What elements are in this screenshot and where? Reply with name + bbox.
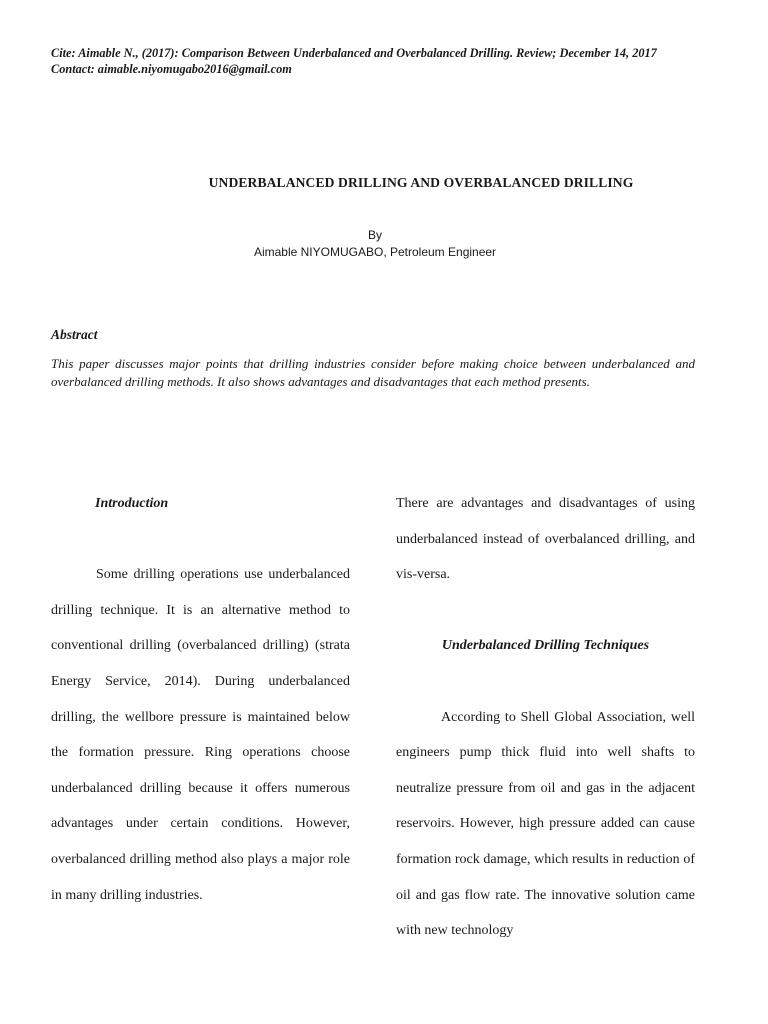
advantages-paragraph: There are advantages and disadvantages of using underbalanced instead of overbalanced drilling, and vis-versa. bbox=[396, 496, 695, 583]
spacer bbox=[396, 664, 695, 700]
citation-header bbox=[51, 45, 731, 77]
left-column bbox=[51, 486, 350, 913]
paper-title: UNDERBALANCED DRILLING AND OVERBALANCED DRILLING bbox=[208, 175, 634, 190]
byline-by: By bbox=[367, 228, 382, 242]
underbalanced-techniques-heading: Underbalanced Drilling Techniques bbox=[441, 638, 650, 654]
introduction-heading: Introduction bbox=[95, 496, 169, 511]
spacer bbox=[396, 593, 695, 629]
spacer bbox=[51, 522, 350, 558]
abstract-text: This paper discusses major points that drilling industries consider before making choice between underbalanced and overbalanced drilling methods. It also shows advantages and disadvantages that each method presents. bbox=[51, 356, 695, 389]
byline-author: Aimable NIYOMUGABO, Petroleum Engineer bbox=[253, 245, 497, 259]
introduction-paragraph: Some drilling operations use underbalanced drilling technique. It is an alternative method to conventional drilling (overbalanced drilling) (strata Energy Service, 2014). During underbalanced drilling, the wellbore pressure is maintained below the formation pressure. Ring operations choose underbalanced drilling because it offers numerous advantages under certain conditions. However, overbalanced drilling method also plays a major role in many drilling industries. bbox=[51, 567, 350, 903]
right-column bbox=[396, 486, 695, 949]
abstract-heading: Abstract bbox=[51, 327, 98, 342]
contact-line: Contact: aimable.niyomugabo2016@gmail.com bbox=[51, 62, 292, 76]
byline bbox=[0, 227, 750, 261]
underbalanced-techniques-paragraph: According to Shell Global Association, well engineers pump thick fluid into well shafts to neutralize pressure from oil and gas in the adjacent reservoirs. However, high pressure added can cause formation rock damage, which results in reduction of oil and gas flow rate. The innovative solution came with new technology bbox=[396, 709, 695, 939]
citation-line: Cite: Aimable N., (2017): Comparison Between Underbalanced and Overbalanced Drilling. Review; December 14, 2017 bbox=[51, 46, 657, 60]
